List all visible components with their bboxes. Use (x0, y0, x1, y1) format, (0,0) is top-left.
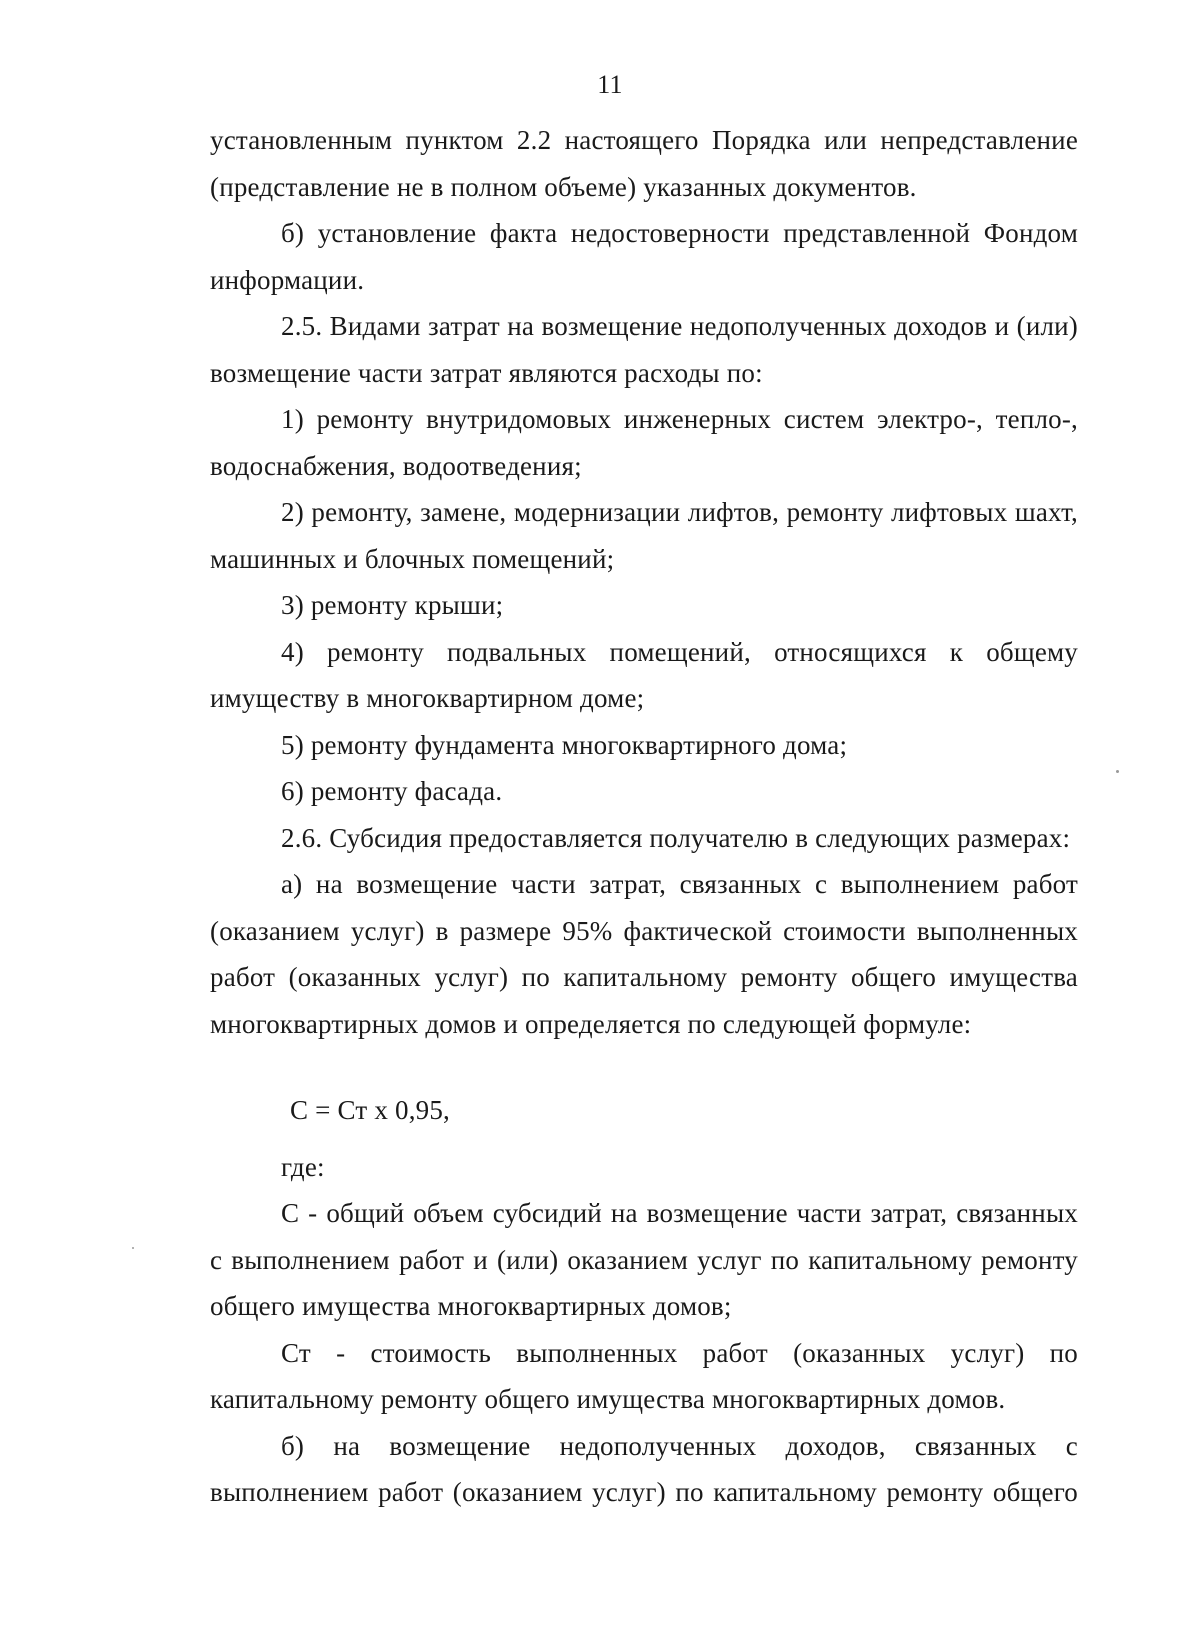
paragraph-continuation: установленным пунктом 2.2 настоящего Порядка или непредставление (представление не в полном объеме) указанных документов. (210, 125, 1078, 202)
formula: С = Ст х 0,95, (290, 1095, 450, 1125)
definition-c: С - общий объем субсидий на возмещение части затрат, связанных с выполнением работ и (или) оказанием услуг по капитальному ремонту общего имущества многоквартирных домов; (210, 1198, 1078, 1321)
paragraph-item-a: а) на возмещение части затрат, связанных с выполнением работ (оказанием услуг) в размере 95% фактической стоимости выполненных работ (оказанных услуг) по капитальному ремонту общего имущества многоквартирных домов и определяется по следующей формуле: (210, 869, 1078, 1039)
paragraph-item-b-unreliable-info: б) установление факта недостоверности представленной Фондом информации. (210, 218, 1078, 295)
formula-spacer-bottom (210, 1134, 1078, 1144)
list-item-3: 3) ремонту крыши; (281, 590, 504, 620)
document-body (210, 117, 1078, 1516)
paragraph-item-b-lost-income: б) на возмещение недополученных доходов, связанных с выполнением работ (оказанием услуг) по капитальному ремонту общего (210, 1430, 1078, 1507)
page-number: 11 (597, 70, 623, 99)
paragraph-2-6: 2.6. Субсидия предоставляется получателю в следующих размерах: (281, 822, 1071, 853)
scan-speck (132, 1247, 134, 1249)
paragraph-where: где: (281, 1151, 325, 1182)
definition-ct: Ст - стоимость выполненных работ (оказанных услуг) по капитальному ремонту общего имущества многоквартирных домов. (210, 1337, 1078, 1414)
list-item-6: 6) ремонту фасада. (281, 776, 503, 806)
list-item-1: 1) ремонту внутридомовых инженерных систем электро-, тепло-, водоснабжения, водоотведения; (210, 404, 1078, 481)
list-item-2: 2) ремонту, замене, модернизации лифтов, ремонту лифтовых шахт, машинных и блочных помещений; (210, 497, 1078, 574)
list-item-5: 5) ремонту фундамента многоквартирного дома; (281, 729, 848, 760)
scan-speck (1116, 770, 1119, 773)
formula-spacer-top (210, 1047, 1078, 1087)
list-item-4: 4) ремонту подвальных помещений, относящихся к общему имуществу в многоквартирном доме; (210, 636, 1078, 713)
paragraph-2-5: 2.5. Видами затрат на возмещение недополученных доходов и (или) возмещение части затрат являются расходы по: (210, 311, 1078, 388)
